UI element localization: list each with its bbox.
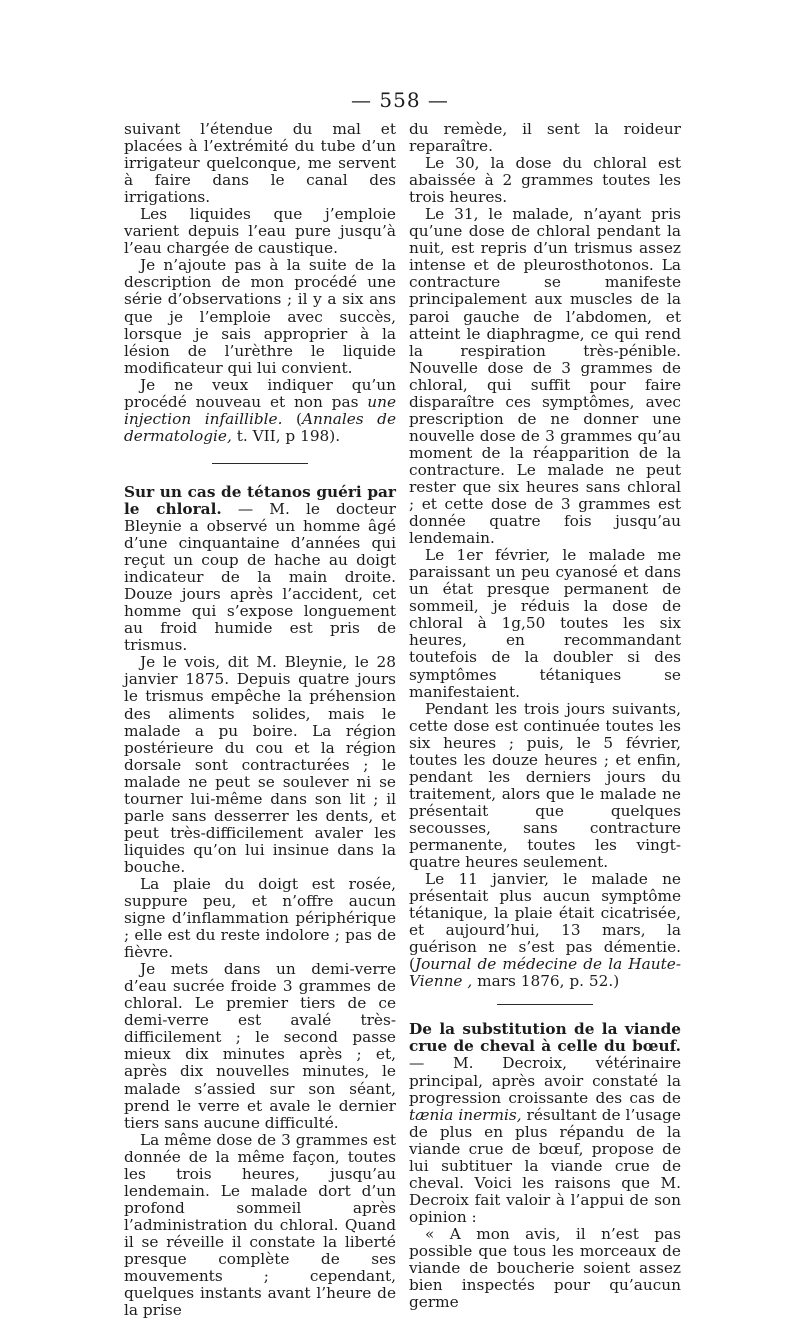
text: Je ne veux indiquer qu’un procédé nouveau et non pas	[124, 375, 396, 411]
citation-title: Annales de dermatologie,	[124, 409, 396, 445]
paragraph: Les liquides que j’emploie varient depuis l’eau pure jusqu’à l’eau chargée de caustique.	[124, 205, 396, 258]
text: (	[282, 409, 302, 428]
page-number: — 558 —	[351, 88, 449, 112]
italic-text: tænia inermis,	[409, 1105, 522, 1124]
paragraph: Je mets dans un demi-verre d’eau sucrée froide 3 grammes de chloral. Le premier tiers de ce demi-verre est avalé très-difficilement ; le second passe mieux dix minutes après ; et, après dix nouvelles minutes, le malade s’assied sur son séant, prend le verre et avale le dernier tiers sans aucune difficulté.	[124, 960, 396, 1132]
citation-detail: t. VII, p 198).	[231, 426, 341, 445]
paragraph: suivant l’étendue du mal et placées à l’extrémité du tube d’un irrigateur quelconque, me servent à faire dans le canal des irrigations.	[124, 120, 396, 207]
article-intro-continued: résultant de l’usage de plus en plus répandu de la viande crue de bœuf, propose de lui subtituer la viande crue de cheval. Voici les raisons que M. Decroix fait valoir à l’appui de son opinion :	[409, 1105, 681, 1226]
paragraph: Le 1er février, le malade me paraissant un peu cyanosé et dans un état presque permanent de sommeil, je réduis la dose de chloral à 1g,50 toutes les six heures, en recommandant toutefois de la doubler si des symptômes tétaniques se manifestaient.	[409, 546, 681, 701]
article-intro: — M. Decroix, vétérinaire principal, après avoir constaté la progression croissante des cas de	[409, 1054, 681, 1107]
paragraph	[124, 377, 396, 445]
paragraph: Je n’ajoute pas à la suite de la description de mon procédé une série d’observations ; il y a six ans que je l’emploie avec succès, lorsque je sais approprier à la lésion de l’urèthre le liquide modificateur qui lui convient.	[124, 256, 396, 377]
section-divider	[497, 1004, 593, 1005]
left-column	[124, 121, 396, 1319]
paragraph: Je le vois, dit M. Bleynie, le 28 janvier 1875. Depuis quatre jours le trismus empêche la préhension des aliments solides, mais le malade a pu boire. La région postérieure du cou et la région dorsale sont contracturées ; le malade ne peut se soulever ni se tourner lui-même dans son lit ; il parle sans desserrer les dents, et peut très-difficilement avaler les liquides qu’on lui insinue dans la bouche.	[124, 653, 396, 876]
article-title: Sur un cas de tétanos guéri par le chloral.	[124, 482, 396, 518]
paragraph: La même dose de 3 grammes est donnée de la même façon, toutes les trois heures, jusqu’au lendemain. Le malade dort d’un profond sommeil après l’administration du chloral. Quand il se réveille il constate la liberté presque complète de ses mouvements ; cependant, quelques instants avant l’heure de la prise	[124, 1130, 396, 1319]
article-paragraph	[124, 484, 396, 654]
article-paragraph	[409, 1021, 681, 1226]
paragraph: du remède, il sent la roideur reparaître.	[409, 120, 681, 156]
paragraph	[409, 871, 681, 990]
right-column	[409, 121, 681, 1311]
paragraph: « A mon avis, il n’est pas possible que tous les morceaux de viande de boucherie soient assez bien inspectés pour qu’aucun germe	[409, 1224, 681, 1312]
text: Le 11 janvier, le malade ne présentait plus aucun symptôme tétanique, la plaie était cicatrisée, et aujourd’hui, 13 mars, la guérison ne s’est pas démentie. (	[409, 870, 681, 974]
citation-detail: mars 1876, p. 52.)	[472, 972, 620, 991]
paragraph: La plaie du doigt est rosée, suppure peu, et n’offre aucun signe d’inflammation périphérique ; elle est du reste indolore ; pas de fièvre.	[124, 874, 396, 962]
paragraph: Pendant les trois jours suivants, cette dose est continuée toutes les six heures ; puis, le 5 février, toutes les douze heures ; et enfin, pendant les derniers jours du traitement, alors que le malade ne présentait que quelques secousses, sans contracture permanente, toutes les vingt-quatre heures seulement.	[409, 699, 681, 872]
paragraph: Le 30, la dose du chloral est abaissée à 2 grammes toutes les trois heures.	[409, 154, 681, 207]
citation-title: Journal de médecine de la Haute-Vienne ,	[409, 955, 681, 991]
paragraph: Le 31, le malade, n’ayant pris qu’une dose de chloral pendant la nuit, est repris d’un trismus assez intense et de pleurosthotonos. La contracture se manifeste principalement aux muscles de la paroi gauche de l’abdomen, et atteint le diaphragme, ce qui rend la respiration très-pénible. Nouvelle dose de 3 grammes de chloral, qui suffit pour faire disparaître ces symptômes, avec prescription de ne donner une nouvelle dose de 3 grammes qu’au moment de la réapparition de la contracture. Le malade ne peut rester que six heures sans chloral ; et cette dose de 3 grammes est donnée quatre fois jusqu’au lendemain.	[409, 205, 681, 548]
italic-text: une injection infaillible.	[124, 392, 396, 428]
article-title: De la substitution de la viande crue de cheval à celle du bœuf.	[409, 1020, 681, 1056]
section-divider	[212, 463, 308, 464]
article-intro: — M. le docteur Bleynie a observé un homme âgé d’une cinquantaine d’années qui reçut un coup de hache au doigt indicateur de la main droite. Douze jours après l’accident, cet homme qui s’expose longuement au froid humide est pris de trismus.	[124, 499, 396, 655]
